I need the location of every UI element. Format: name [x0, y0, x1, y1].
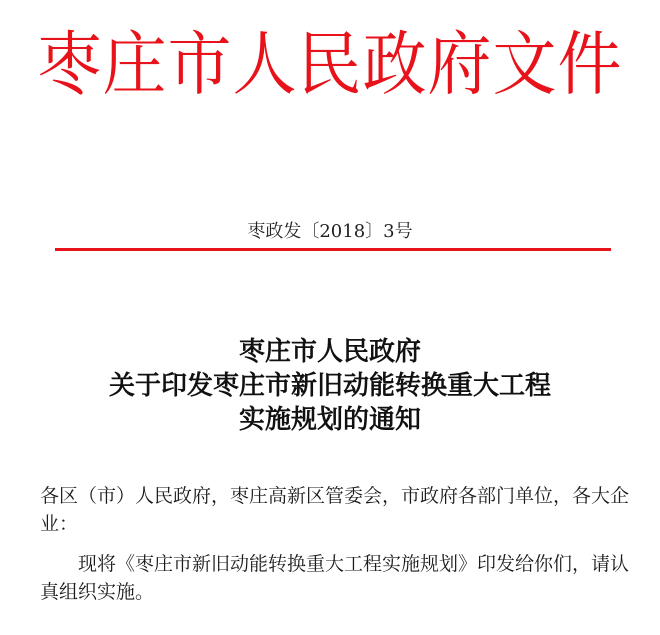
salutation: 各区（市）人民政府，枣庄高新区管委会，市政府各部门单位，各大企业：	[40, 485, 630, 535]
body-paragraph: 现将《枣庄市新旧动能转换重大工程实施规划》印发给你们，请认真组织实施。	[40, 553, 630, 603]
notice-title-line-3: 实施规划的通知	[238, 405, 421, 435]
masthead-title: 枣庄市人民政府文件	[37, 25, 623, 106]
red-divider-line	[55, 248, 611, 251]
notice-title-line-2: 关于印发枣庄市新旧动能转换重大工程	[108, 371, 551, 401]
document-number: 枣政发〔2018〕3号	[247, 221, 413, 242]
notice-body	[40, 482, 630, 606]
notice-title-line-1: 枣庄市人民政府	[238, 337, 421, 367]
notice-title	[0, 335, 660, 437]
